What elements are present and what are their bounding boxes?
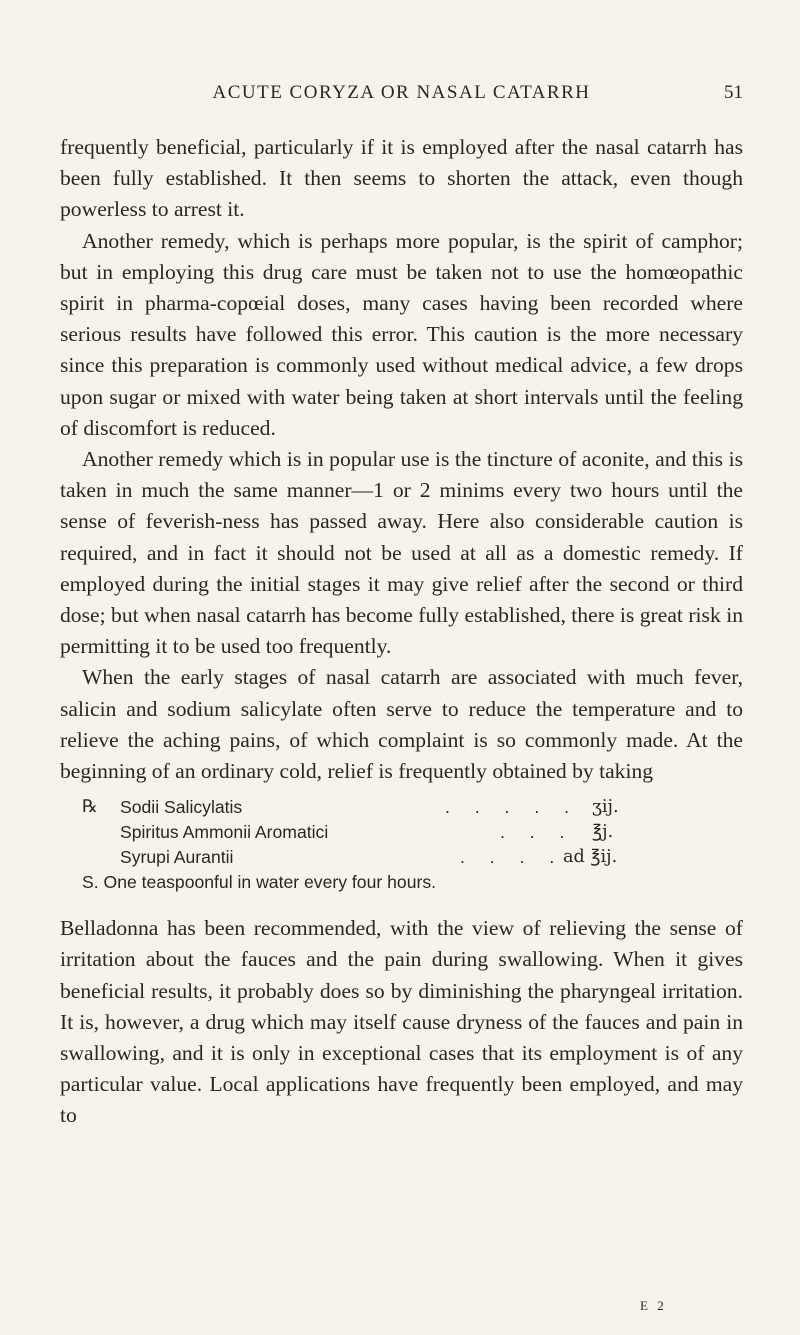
prescription (60, 795, 743, 895)
page-header (60, 80, 743, 110)
page-number: 51 (724, 82, 743, 103)
paragraph-4: When the early stages of nasal catarrh are associated with much fever, salicin and sodium salicylate often serve to reduce the temperature and to relieve the aching pains, of which complaint is so commonly made. At the beginning of an ordinary cold, relief is frequently obtained by taking (60, 665, 743, 784)
signature-mark: E 2 (640, 1298, 667, 1313)
ingredient-name: Sodii Salicylatis (120, 797, 243, 818)
paragraph-5: Belladonna has been recommended, with the view of relieving the sense of irritation about the fauces and the pain during swallowing. When it gives beneficial results, it probably does so by diminishing the pharyngeal irritation. It is, however, a drug which may itself cause dryness of the fauces and pain in swallowing, and it is only in exceptional cases that its employment is of any particular value. Local applications have frequently been employed, and may to (60, 916, 743, 1128)
paragraph-3: Another remedy which is in popular use is the tincture of aconite, and this is taken in much the same manner—1 or 2 minims every two hours until the sense of feverish-ness has passed away. Here also considerable caution is required, and in fact it should not be used at all as a domestic remedy. If employed during the initial stages it may give relief after the second or third dose; but when nasal catarrh has become fully established, there is great risk in permitting it to be used too frequently. (60, 447, 743, 659)
ingredient-name: Syrupi Aurantii (120, 847, 234, 868)
recipe-symbol: ℞ (82, 797, 98, 818)
paragraph-2: Another remedy, which is perhaps more popular, is the spirit of camphor; but in employing this drug care must be taken not to use the homœopathic spirit in pharma-copœial doses, many cases having been recorded where serious results have followed this error. This caution is the more necessary since this preparation is commonly used without medical advice, a few drops upon sugar or mixed with water being taken at short intervals until the feeling of discomfort is reduced. (60, 228, 743, 440)
prescription-signa: S. One teaspoonful in water every four hours. (82, 872, 437, 893)
leader-dots: . . . (500, 822, 575, 843)
ingredient-amount: ad ℥ij. (563, 847, 618, 868)
running-head: ACUTE CORYZA OR NASAL CATARRH (212, 82, 591, 103)
paragraph-1: frequently beneficial, particularly if it is employed after the nasal catarrh has been fully established. It then seems to shorten the attack, even though powerless to arrest it. (60, 135, 743, 222)
leader-dots: . . . . (460, 847, 565, 868)
ingredient-name: Spiritus Ammonii Aromatici (120, 822, 329, 843)
prescription-signa-line (60, 870, 743, 895)
ingredient-amount: ℥j. (592, 822, 614, 843)
ingredient-amount: ʒij. (592, 797, 619, 818)
leader-dots: . . . . . (445, 797, 579, 818)
page-body (60, 132, 743, 1132)
prescription-line (60, 820, 743, 845)
prescription-line (60, 845, 743, 870)
prescription-line (60, 795, 743, 820)
